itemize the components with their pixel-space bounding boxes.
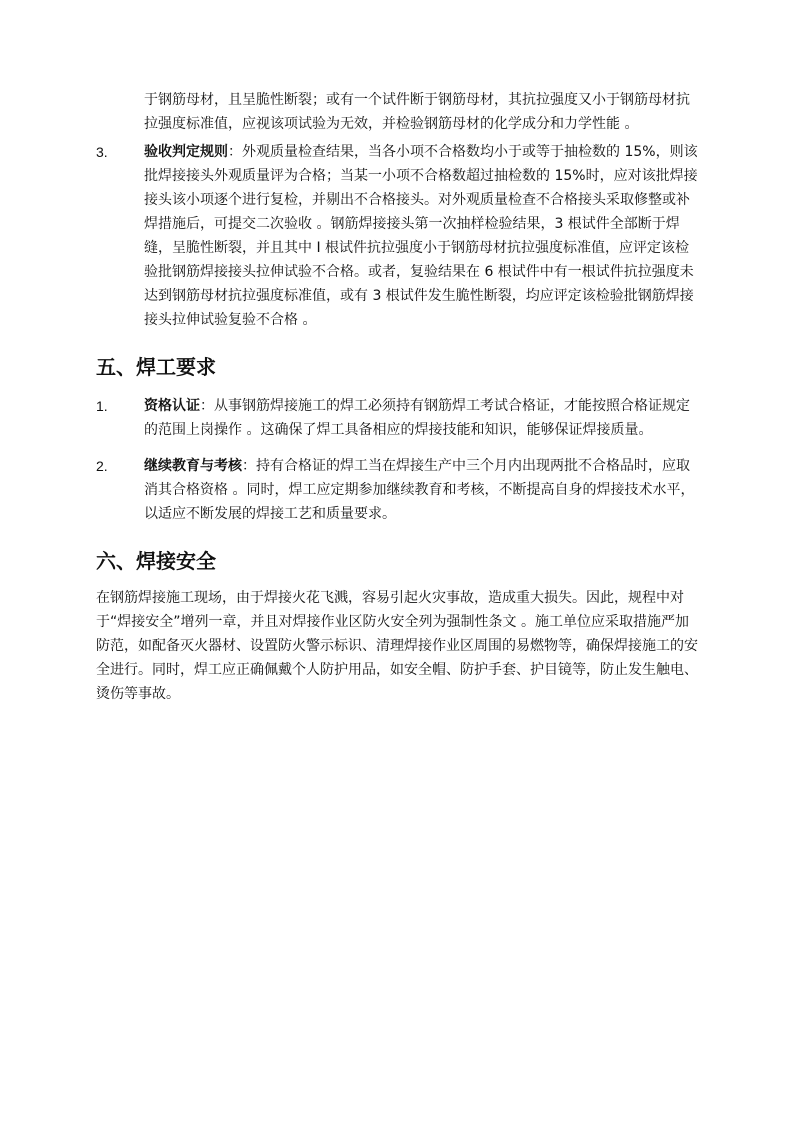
list-item-text: ：外观质量检查结果，当各小项不合格数均小于或等于抽检数的 15%，则该批焊接接头外观质量评为合格；当某一小项不合格数超过抽检数的 15%时，应对该批焊接接头该小项逐个进行复检，并剔出不合格接头。对外观质量检查不合格接头采取修整或补焊措施后，可提交二次验收 。钢筋焊接接头第一次抽样检验结果，3 根试件全部断于焊缝，呈脆性断裂，并且其中 I 根试件抗拉强度小于钢筋母材抗拉强度标准值，应评定该检验批钢筋焊接接头拉伸试验不合格。或者，复验结果在 6 根试件中有一根试件抗拉强度未达到钢筋母材抗拉强度标准值，或有 3 根试件发生脆性断裂，均应评定该检验批钢筋焊接接头拉伸试验复验不合格 。: [144, 144, 698, 328]
section-heading-welder-requirements: 五、焊工要求: [96, 355, 216, 379]
document-page: [96, 88, 700, 706]
list-item-qualification: [96, 394, 700, 442]
list-item-label: 验收判定规则: [144, 144, 228, 160]
list-item-label: 资格认证: [144, 398, 200, 414]
section-heading-welding-safety: 六、焊接安全: [96, 549, 216, 573]
list-item-number: 2.: [96, 458, 108, 474]
safety-paragraph: 在钢筋焊接施工现场，由于焊接火花飞溅，容易引起火灾事故，造成重大损失。因此，规程中对于“焊接安全”增列一章，并且对焊接作业区防火安全列为强制性条文 。施工单位应采取措施严加防范，如配备灭火器材、设置防火警示标识、清理焊接作业区周围的易燃物等，确保焊接施工的安全进行。同时，焊工应正确佩戴个人防护用品，如安全帽、防护手套、护目镜等，防止发生触电、烫伤等事故。: [96, 590, 698, 702]
list-item-text: ：从事钢筋焊接施工的焊工必须持有钢筋焊工考试合格证，才能按照合格证规定的范围上岗操作 。这确保了焊工具备相应的焊接技能和知识，能够保证焊接质量。: [144, 398, 690, 438]
list-item-continuing-education: [96, 454, 700, 526]
list-item-label: 继续教育与考核: [144, 458, 242, 474]
list-item-number: 3.: [96, 144, 108, 160]
list-item-acceptance-rules: [96, 140, 700, 332]
list-item-number: 1.: [96, 398, 108, 414]
list-item-text: ：持有合格证的焊工当在焊接生产中三个月内出现两批不合格品时，应取消其合格资格 。同时，焊工应定期参加继续教育和考核，不断提高自身的焊接技术水平，以适应不断发展的焊接工艺和质量要求。: [144, 458, 695, 522]
continuation-paragraph: 于钢筋母材，且呈脆性断裂；或有一个试件断于钢筋母材，其抗拉强度又小于钢筋母材抗拉强度标准值，应视该项试验为无效，并检验钢筋母材的化学成分和力学性能 。: [144, 92, 690, 132]
